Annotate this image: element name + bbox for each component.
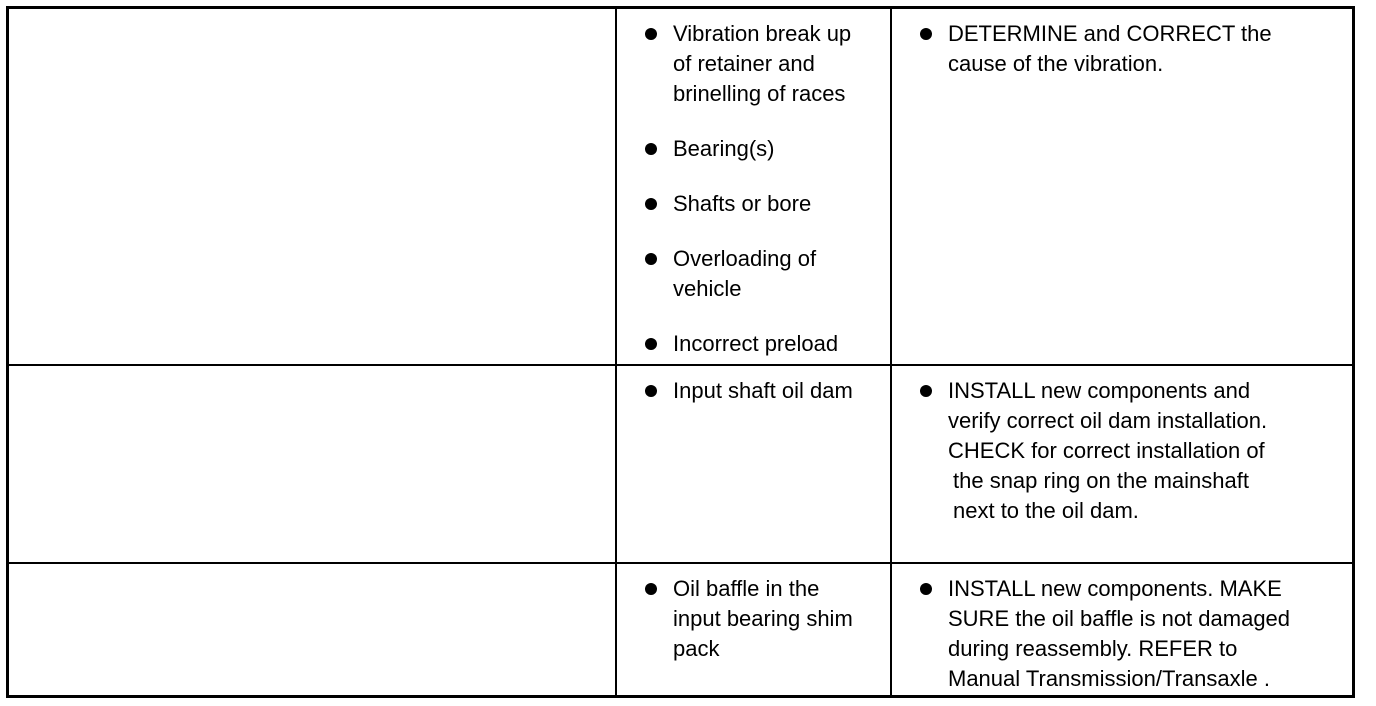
bullet-icon [645,385,657,397]
action-cell [892,9,1352,364]
action-cell [892,366,1352,562]
bullet-icon [645,583,657,595]
cause-item: Oil baffle in the input bearing shim pack [673,576,853,661]
condition-cell [9,366,617,562]
cause-cell [617,564,892,695]
cause-item: Vibration break up of retainer and brinelling of races [673,21,852,106]
diagnosis-table [6,6,1355,698]
action-item: INSTALL new components. MAKE SURE the oil baffle is not damaged during reassembly. REFER to Manual Transmission/Transaxle . [948,576,1291,691]
bullet-icon [920,583,932,595]
condition-cell [9,564,617,695]
table-row [9,366,1352,564]
cause-item: Incorrect preload [673,331,839,356]
bullet-icon [645,28,657,40]
action-item: INSTALL new components and verify correct oil dam installation. CHECK for correct installation of the snap ring on the mainshaft next to the oil dam. [948,378,1268,523]
action-cell [892,564,1352,695]
bullet-icon [645,338,657,350]
bullet-icon [920,28,932,40]
table-row [9,9,1352,366]
condition-cell [9,9,617,364]
bullet-icon [920,385,932,397]
bullet-icon [645,198,657,210]
table-row [9,564,1352,695]
cause-cell [617,366,892,562]
cause-item: Overloading of vehicle [673,246,817,301]
bullet-icon [645,253,657,265]
cause-item: Shafts or bore [673,191,812,216]
cause-cell [617,9,892,364]
action-item: DETERMINE and CORRECT the cause of the vibration. [948,21,1272,76]
cause-item: Input shaft oil dam [673,378,853,403]
bullet-icon [645,143,657,155]
cause-item: Bearing(s) [673,136,775,161]
